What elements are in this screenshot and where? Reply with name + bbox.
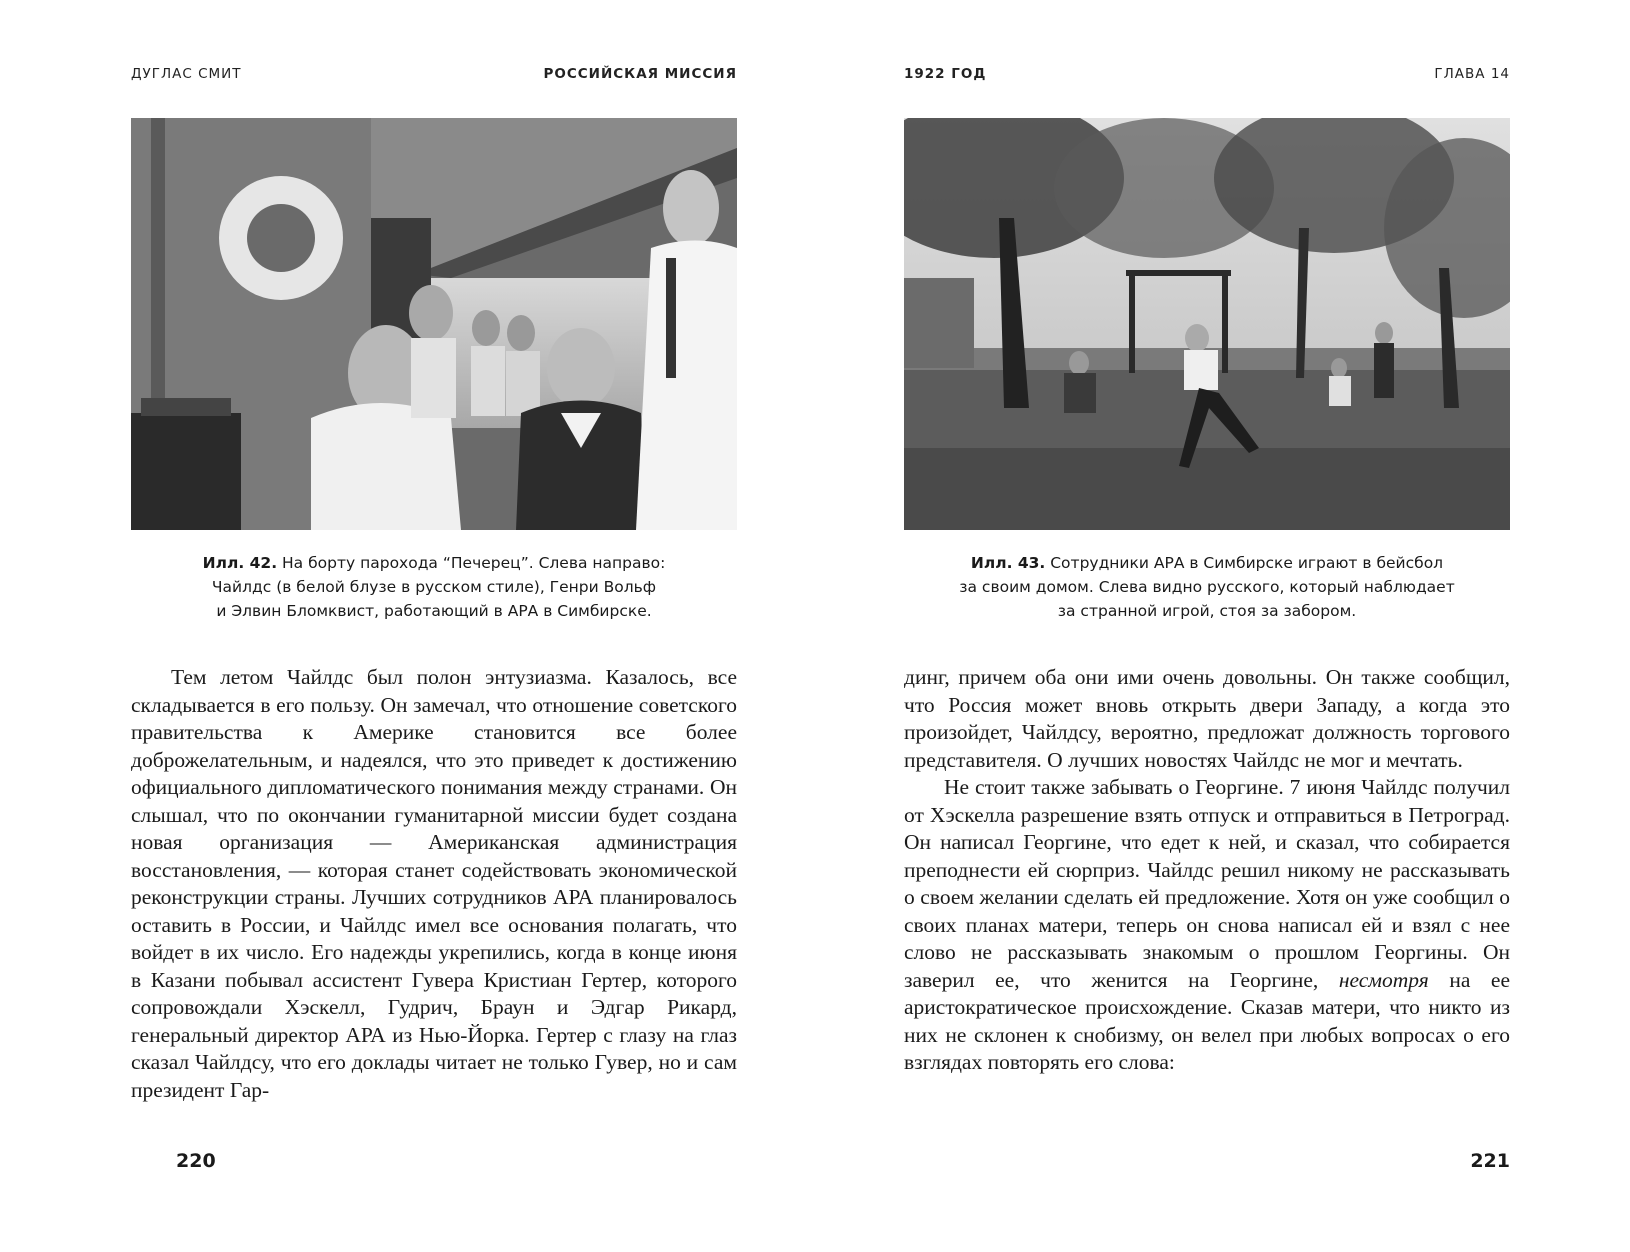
- page-number: 220: [176, 1150, 216, 1172]
- paragraph: [904, 774, 1510, 1077]
- caption-line-3: за странной игрой, стоя за забором.: [1057, 602, 1357, 620]
- body-text-right: [904, 664, 1510, 1077]
- running-head-author: ДУГЛАС СМИТ: [131, 66, 242, 82]
- running-head-book-title: РОССИЙСКАЯ МИССИЯ: [543, 66, 737, 82]
- paragraph-text: Не стоит также забывать о Георгине. 7 июня Чайлдс получил от Хэскелла разрешение взять отпуск и отправиться в Петроград. Он написал Георгине, что едет к ней, и сказал, что собирается преподнести ей сюрприз. Чайлдс решил никому не рассказывать о своем желании сделать ей предложение. Хотя он уже сообщил о своих планах матери, теперь он снова написал ей и взял с нее слово не рассказывать знакомым о прошлом Георгины. Он заверил ее, что женится на Георгине,: [904, 775, 1510, 992]
- right-page: [815, 0, 1630, 1252]
- caption-line-3: и Элвин Бломквист, работающий в АРА в Симбирске.: [216, 602, 652, 620]
- photo-steamship-deck-image: [131, 118, 737, 530]
- photo-caption-43: [904, 551, 1510, 623]
- running-head-year: 1922 ГОД: [904, 66, 987, 82]
- emphasized-word: несмотря: [1338, 967, 1429, 992]
- body-text-left: [131, 664, 737, 1104]
- photo-baseball-game: [904, 118, 1510, 530]
- caption-line-2: Чайлдс (в белой блузе в русском стиле), Генри Вольф: [211, 578, 657, 596]
- photo-steamship-deck: [131, 118, 737, 530]
- running-head-chapter: ГЛАВА 14: [1434, 66, 1510, 82]
- paragraph-text: на ее аристократическое происхождение. Сказав матери, что никто из них не склонен к снобизму, он велел при любых вопросах о его взглядах повторять его слова:: [904, 967, 1511, 1074]
- caption-text: Сотрудники АРА в Симбирске играют в бейсбол: [1045, 554, 1444, 572]
- photo-caption-42: [131, 551, 737, 623]
- caption-text: На борту парохода “Печерец”. Слева направо:: [277, 554, 666, 572]
- caption-line-1: [131, 551, 737, 575]
- caption-line-1: [904, 551, 1510, 575]
- paragraph: Тем летом Чайлдс был полон энтузиазма. Казалось, все складывается в его пользу. Он замечал, что отношение советского правительства к Америке становится все более доброжелательным, и надеялся, что это приведет к достижению официального дипломатического понимания между странами. Он слышал, что по окончании гуманитарной миссии будет создана новая организация — Американская администрация восстановления, — которая станет содействовать экономической реконструкции страны. Лучших сотрудников АРА планировалось оставить в России, и Чайлдс имел все основания полагать, что войдет в их число. Его надежды укрепились, когда в конце июня в Казани побывал ассистент Гувера Кристиан Гертер, которого сопровождали Хэскелл, Гудрич, Браун и Эдгар Рикард, генеральный директор АРА из Нью-Йорка. Гертер с глазу на глаз сказал Чайлдсу, что его доклады читает не только Гувер, но и сам президент Гар-: [131, 665, 737, 1102]
- paragraph-continued: динг, причем оба они ими очень довольны. Он также сообщил, что Россия может вновь открыть двери Западу, а когда это произойдет, Чайлдсу, вероятно, предложат должность торгового представителя. О лучших новостях Чайлдс не мог и мечтать.: [904, 665, 1510, 772]
- page-number: 221: [1470, 1150, 1510, 1172]
- photo-baseball-game-image: [904, 118, 1510, 530]
- caption-line-2: за своим домом. Слева видно русского, который наблюдает: [959, 578, 1455, 596]
- caption-label: Илл. 42.: [202, 554, 278, 572]
- caption-label: Илл. 43.: [970, 554, 1046, 572]
